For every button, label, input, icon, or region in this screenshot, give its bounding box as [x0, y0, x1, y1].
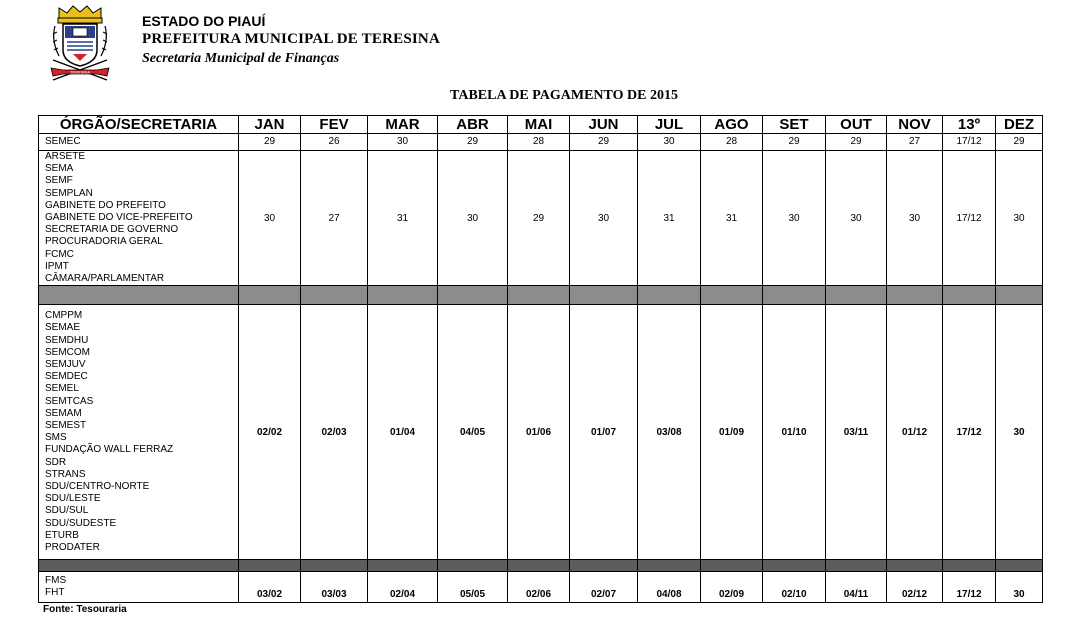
date-cell: 04/11	[826, 572, 887, 603]
date-cell: 04/08	[638, 572, 701, 603]
org-name: PROCURADORIA GERAL	[45, 236, 163, 248]
org-name: CÂMARA/PARLAMENTAR	[45, 273, 165, 285]
date-cell: 26	[301, 134, 368, 151]
table-row-group-1	[39, 151, 1043, 286]
org-list-cell	[39, 305, 239, 560]
date-cell: 02/03	[301, 305, 368, 560]
date-cell: 30	[570, 151, 638, 286]
payment-table	[38, 115, 1043, 603]
org-cell: SEMEC	[39, 134, 239, 151]
month-header: MAI	[508, 116, 570, 134]
org-name: SEMPLAN	[45, 187, 93, 199]
org-column-header: ÓRGÃO/SECRETARIA	[39, 116, 239, 134]
org-name: SEMDEC	[45, 371, 88, 383]
org-name: SDU/SUL	[45, 505, 89, 517]
org-name: SEMCOM	[45, 346, 90, 358]
date-cell: 02/04	[368, 572, 438, 603]
date-cell: 29	[438, 134, 508, 151]
date-cell: 17/12	[943, 305, 996, 560]
org-name: FMS	[45, 575, 67, 587]
month-header: FEV	[301, 116, 368, 134]
date-cell: 30	[638, 134, 701, 151]
month-header: SET	[763, 116, 826, 134]
date-cell: 29	[763, 134, 826, 151]
date-cell: 29	[508, 151, 570, 286]
date-cell: 01/07	[570, 305, 638, 560]
org-name: PRODATER	[45, 542, 100, 554]
table-header-row	[39, 116, 1043, 134]
month-header: JUL	[638, 116, 701, 134]
date-cell: 01/04	[368, 305, 438, 560]
date-cell: 30	[996, 305, 1043, 560]
date-cell: 05/05	[438, 572, 508, 603]
date-cell: 31	[368, 151, 438, 286]
date-cell: 01/09	[701, 305, 763, 560]
month-header: MAR	[368, 116, 438, 134]
date-cell: 17/12	[943, 572, 996, 603]
date-cell: 30	[239, 151, 301, 286]
org-name: STRANS	[45, 468, 86, 480]
date-cell: 01/10	[763, 305, 826, 560]
date-cell: 30	[368, 134, 438, 151]
org-name: SEMAE	[45, 322, 81, 334]
org-list-cell	[39, 572, 239, 603]
org-name: SDU/SUDESTE	[45, 517, 117, 529]
date-cell: 27	[887, 134, 943, 151]
date-cell: 30	[763, 151, 826, 286]
org-name: SDR	[45, 456, 67, 468]
org-name: SEMAM	[45, 407, 82, 419]
date-cell: 29	[996, 134, 1043, 151]
org-name: SEMEL	[45, 383, 79, 395]
teresina-coat-of-arms-logo	[45, 4, 115, 84]
date-cell: 30	[826, 151, 887, 286]
date-cell: 01/12	[887, 305, 943, 560]
date-cell: 29	[239, 134, 301, 151]
date-cell: 02/07	[570, 572, 638, 603]
org-name: ETURB	[45, 529, 79, 541]
month-header: ABR	[438, 116, 508, 134]
table-title: TABELA DE PAGAMENTO DE 2015	[450, 88, 678, 103]
org-name: SMS	[45, 432, 67, 444]
table-row-group-3	[39, 572, 1043, 603]
org-name: GABINETE DO VICE-PREFEITO	[45, 212, 193, 224]
date-cell: 30	[887, 151, 943, 286]
org-name: IPMT	[45, 260, 69, 272]
org-name: SEMDHU	[45, 334, 89, 346]
date-cell: 29	[826, 134, 887, 151]
separator-row	[39, 560, 1043, 572]
date-cell: 31	[701, 151, 763, 286]
org-name: SDU/CENTRO-NORTE	[45, 481, 150, 493]
org-name: SEMF	[45, 175, 73, 187]
date-cell: 02/10	[763, 572, 826, 603]
org-name: SEMTCAS	[45, 395, 94, 407]
date-cell: 02/09	[701, 572, 763, 603]
date-cell: 02/06	[508, 572, 570, 603]
date-cell: 03/02	[239, 572, 301, 603]
table-row-semec	[39, 134, 1043, 151]
date-cell: 03/03	[301, 572, 368, 603]
source-note: Fonte: Tesouraria	[43, 604, 127, 615]
date-cell: 28	[701, 134, 763, 151]
org-name: ARSETE	[45, 151, 86, 162]
org-name: FUNDAÇÃO WALL FERRAZ	[45, 444, 174, 456]
crest-banner-text: TERESINA	[69, 69, 91, 75]
org-name: SECRETARIA DE GOVERNO	[45, 224, 179, 236]
org-name: SDU/LESTE	[45, 493, 101, 505]
date-cell: 29	[570, 134, 638, 151]
month-header: JUN	[570, 116, 638, 134]
date-cell: 17/12	[943, 151, 996, 286]
date-cell: 28	[508, 134, 570, 151]
date-cell: 30	[438, 151, 508, 286]
date-cell: 17/12	[943, 134, 996, 151]
month-header: NOV	[887, 116, 943, 134]
month-header: OUT	[826, 116, 887, 134]
date-cell: 04/05	[438, 305, 508, 560]
month-header: 13º	[943, 116, 996, 134]
date-cell: 31	[638, 151, 701, 286]
date-cell: 30	[996, 151, 1043, 286]
date-cell: 30	[996, 572, 1043, 603]
separator-row	[39, 286, 1043, 305]
month-header: AGO	[701, 116, 763, 134]
secretariat-name: Secretaria Municipal de Finanças	[142, 51, 340, 66]
org-name: GABINETE DO PREFEITO	[45, 199, 166, 211]
month-header: DEZ	[996, 116, 1043, 134]
date-cell: 03/08	[638, 305, 701, 560]
date-cell: 27	[301, 151, 368, 286]
org-name: SEMJUV	[45, 359, 86, 371]
org-name: FHT	[45, 587, 65, 599]
date-cell: 03/11	[826, 305, 887, 560]
table-row-group-2	[39, 305, 1043, 560]
org-name: SEMEST	[45, 420, 87, 432]
state-name: ESTADO DO PIAUÍ	[142, 13, 266, 29]
date-cell: 02/12	[887, 572, 943, 603]
org-list-cell	[39, 151, 239, 286]
org-name: SEMA	[45, 163, 74, 175]
prefecture-name: PREFEITURA MUNICIPAL DE TERESINA	[142, 31, 440, 47]
date-cell: 02/02	[239, 305, 301, 560]
month-header: JAN	[239, 116, 301, 134]
date-cell: 01/06	[508, 305, 570, 560]
org-name: CMPPM	[45, 310, 83, 322]
org-name: FCMC	[45, 248, 74, 260]
